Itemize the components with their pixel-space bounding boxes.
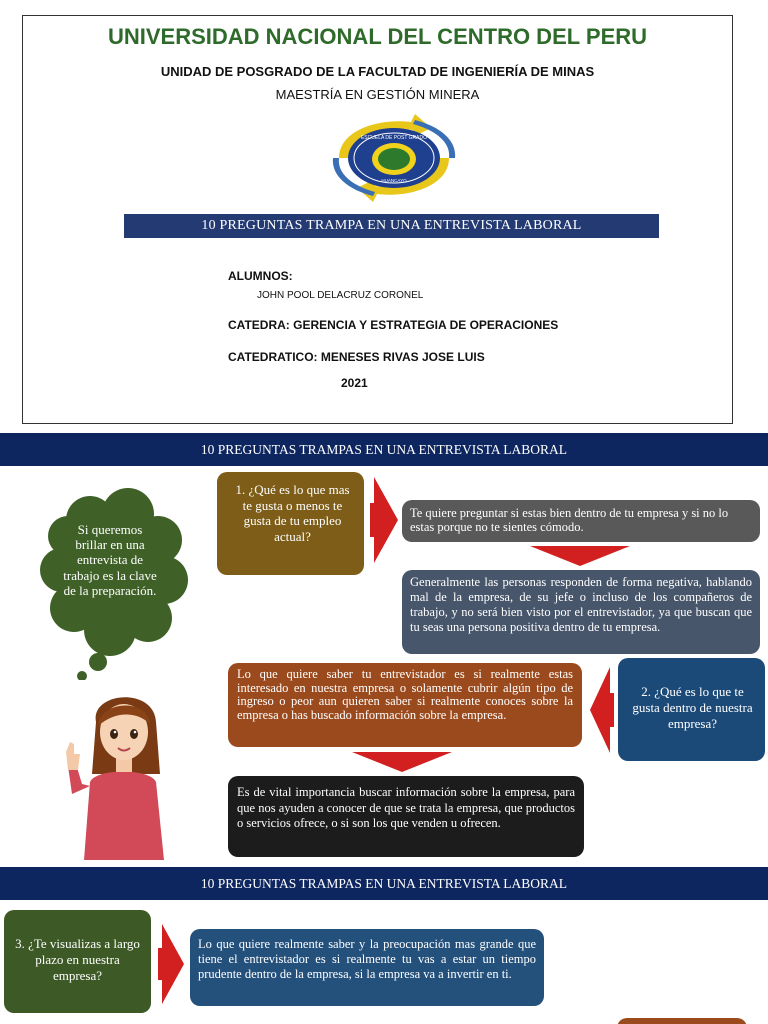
question-1-box: 1. ¿Qué es lo que mas te gusta o menos te gusta de tu empleo actual?	[217, 472, 364, 575]
university-logo-icon	[319, 112, 469, 204]
girl-illustration-icon	[60, 682, 180, 860]
program-title: MAESTRÍA EN GESTIÓN MINERA	[275, 87, 480, 102]
answer-1-detail-box: Generalmente las personas responden de forma negativa, hablando mal de la empresa, de su jefe o incluso de los compañeros de trabajo, y no será bien visto por el entrevistador, ya que buscan que tu seas una persona positiva dentro de tu empresa.	[402, 570, 760, 654]
teacher-line: CATEDRATICO: MENESES RIVAS JOSE LUIS	[228, 350, 485, 364]
chair-line: CATEDRA: GERENCIA Y ESTRATEGIA DE OPERACIONES	[228, 318, 559, 332]
question-3-box: 3. ¿Te visualizas a largo plazo en nuestra empresa?	[4, 910, 151, 1013]
answer-2-detail-box: Es de vital importancia buscar información sobre la empresa, para que nos ayuden a conocer de que se trata la empresa, que productos o servicios ofrece, o si son los que venden u ofrecen.	[228, 776, 584, 857]
university-title: UNIVERSIDAD NACIONAL DEL CENTRO DEL PERU	[107, 24, 648, 49]
question-2-box: 2. ¿Qué es lo que te gusta dentro de nuestra empresa?	[618, 658, 765, 761]
red-arrow-icon	[530, 546, 630, 566]
slide-header-bar: 10 PREGUNTAS TRAMPAS EN UNA ENTREVISTA LABORAL	[0, 867, 768, 900]
svg-text:ESCUELA DE POST GRADO: ESCUELA DE POST GRADO	[360, 135, 428, 141]
answer-1-box: Te quiere preguntar si estas bien dentro de tu empresa y si no lo estas porque no te sientes cómodo.	[402, 500, 760, 542]
slide-header-bar: 10 PREGUNTAS TRAMPAS EN UNA ENTREVISTA LABORAL	[0, 433, 768, 466]
svg-text:HUANCAYO: HUANCAYO	[381, 178, 407, 183]
year: 2021	[341, 376, 368, 390]
cover-banner: 10 PREGUNTAS TRAMPA EN UNA ENTREVISTA LABORAL	[124, 214, 659, 238]
students-label: ALUMNOS:	[228, 269, 293, 283]
red-arrow-icon	[352, 752, 452, 772]
next-box-partial	[617, 1018, 747, 1024]
red-arrow-icon	[158, 924, 184, 1004]
unit-title: UNIDAD DE POSGRADO DE LA FACULTAD DE INGENIERÍA DE MINAS	[160, 64, 595, 79]
cover-page	[22, 15, 733, 424]
answer-2-box: Lo que quiere saber tu entrevistador es si realmente estas interesado en nuestra empresa o solamente cubrir algún tipo de ingreso o peor aun quieren saber si realmente conoces sobre la empresa o has buscado información sobre la empresa.	[228, 663, 582, 747]
red-arrow-icon	[370, 477, 398, 563]
student-name: JOHN POOL DELACRUZ CORONEL	[257, 290, 424, 301]
answer-3-box: Lo que quiere realmente saber y la preocupación mas grande que tiene el entrevistador es si realmente tu vas a estar un tiempo prudente dentro de la empresa, si la empresa va a invertir en ti.	[190, 929, 544, 1006]
thought-text: Si queremos brillar en una entrevista de trabajo es la clave de la preparación.	[63, 522, 157, 598]
red-arrow-icon	[590, 667, 614, 753]
